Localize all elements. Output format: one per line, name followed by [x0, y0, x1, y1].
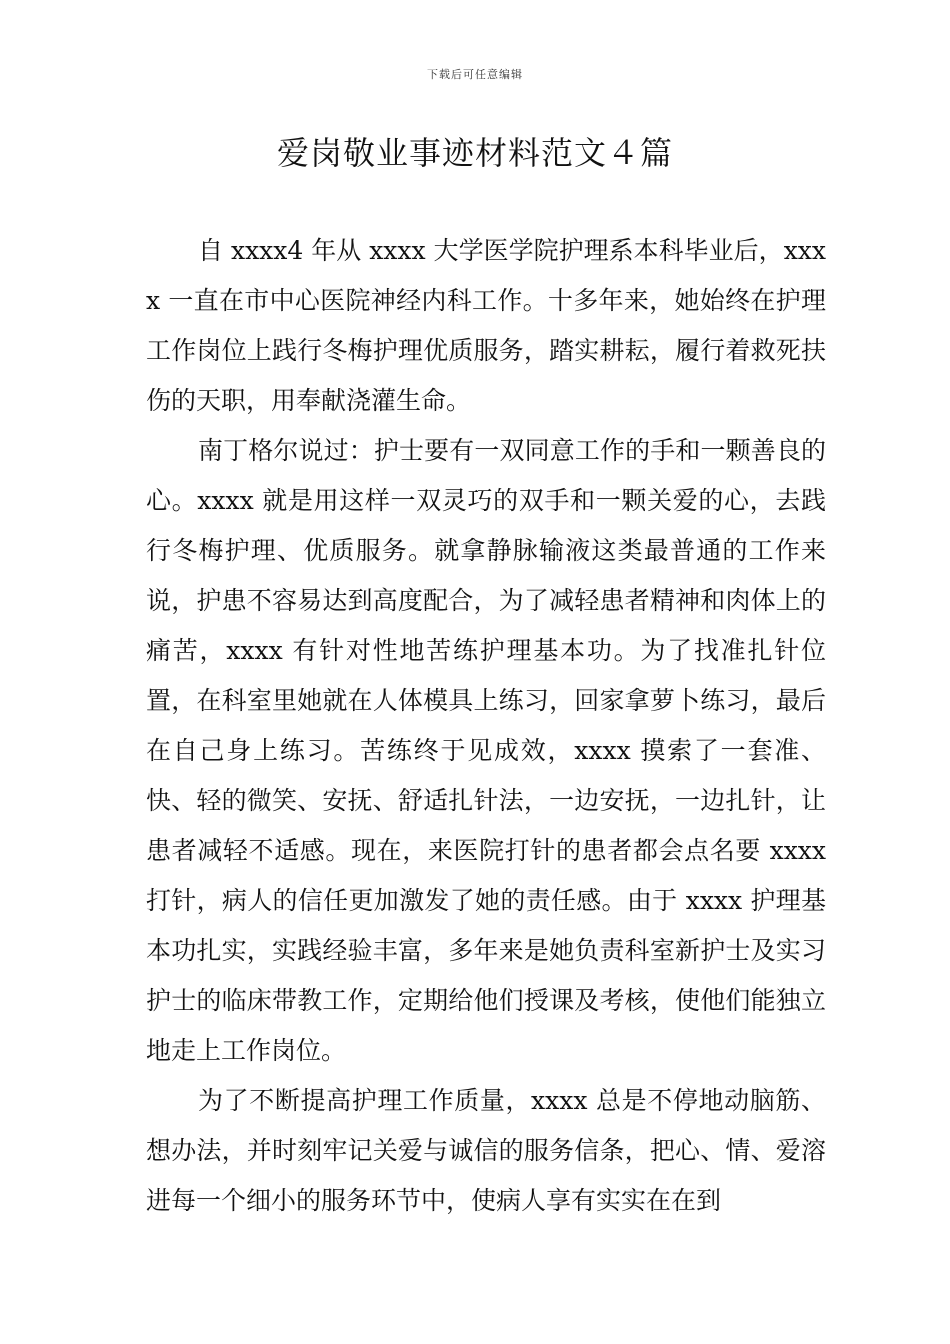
paragraph-2: 南丁格尔说过：护士要有一双同意工作的手和一颗善良的心。xxxx 就是用这样一双灵巧的双手和一颗关爱的心，去践行冬梅护理、优质服务。就拿静脉输液这类最普通的工作来说，护患不容易达到高度配合，为了减轻患者精神和肉体上的痛苦，xxxx 有针对性地苦练护理基本功。为了找准扎针位置，在科室里她就在人体模具上练习，回家拿萝卜练习，最后在自己身上练习。苦练终于见成效，xxxx 摸索了一套准、快、轻的微笑、安抚、舒适扎针法，一边安抚，一边扎针，让患者减轻不适感。现在，来医院打针的患者都会点名要 xxxx 打针，病人的信任更加激发了她的责任感。由于 xxxx 护理基本功扎实，实践经验丰富，多年来是她负责科室新护士及实习护士的临床带教工作，定期给他们授课及考核，使他们能独立地走上工作岗位。 [146, 436, 826, 1065]
document-body [146, 226, 826, 1226]
paragraph-3: 为了不断提高护理工作质量，xxxx 总是不停地动脑筋、想办法，并时刻牢记关爱与诚信的服务信条，把心、情、爱溶进每一个细小的服务环节中，使病人享有实实在在到 [146, 1086, 826, 1215]
document-title: 爱岗敬业事迹材料范文４篇 [276, 134, 673, 172]
header-note: 下载后可任意编辑 [427, 68, 523, 81]
paragraph-1: 自 xxxx4 年从 xxxx 大学医学院护理系本科毕业后，xxxx 一直在市中心医院神经内科工作。十多年来，她始终在护理工作岗位上践行冬梅护理优质服务，踏实耕耘，履行着救死扶伤的天职，用奉献浇灌生命。 [146, 236, 826, 415]
